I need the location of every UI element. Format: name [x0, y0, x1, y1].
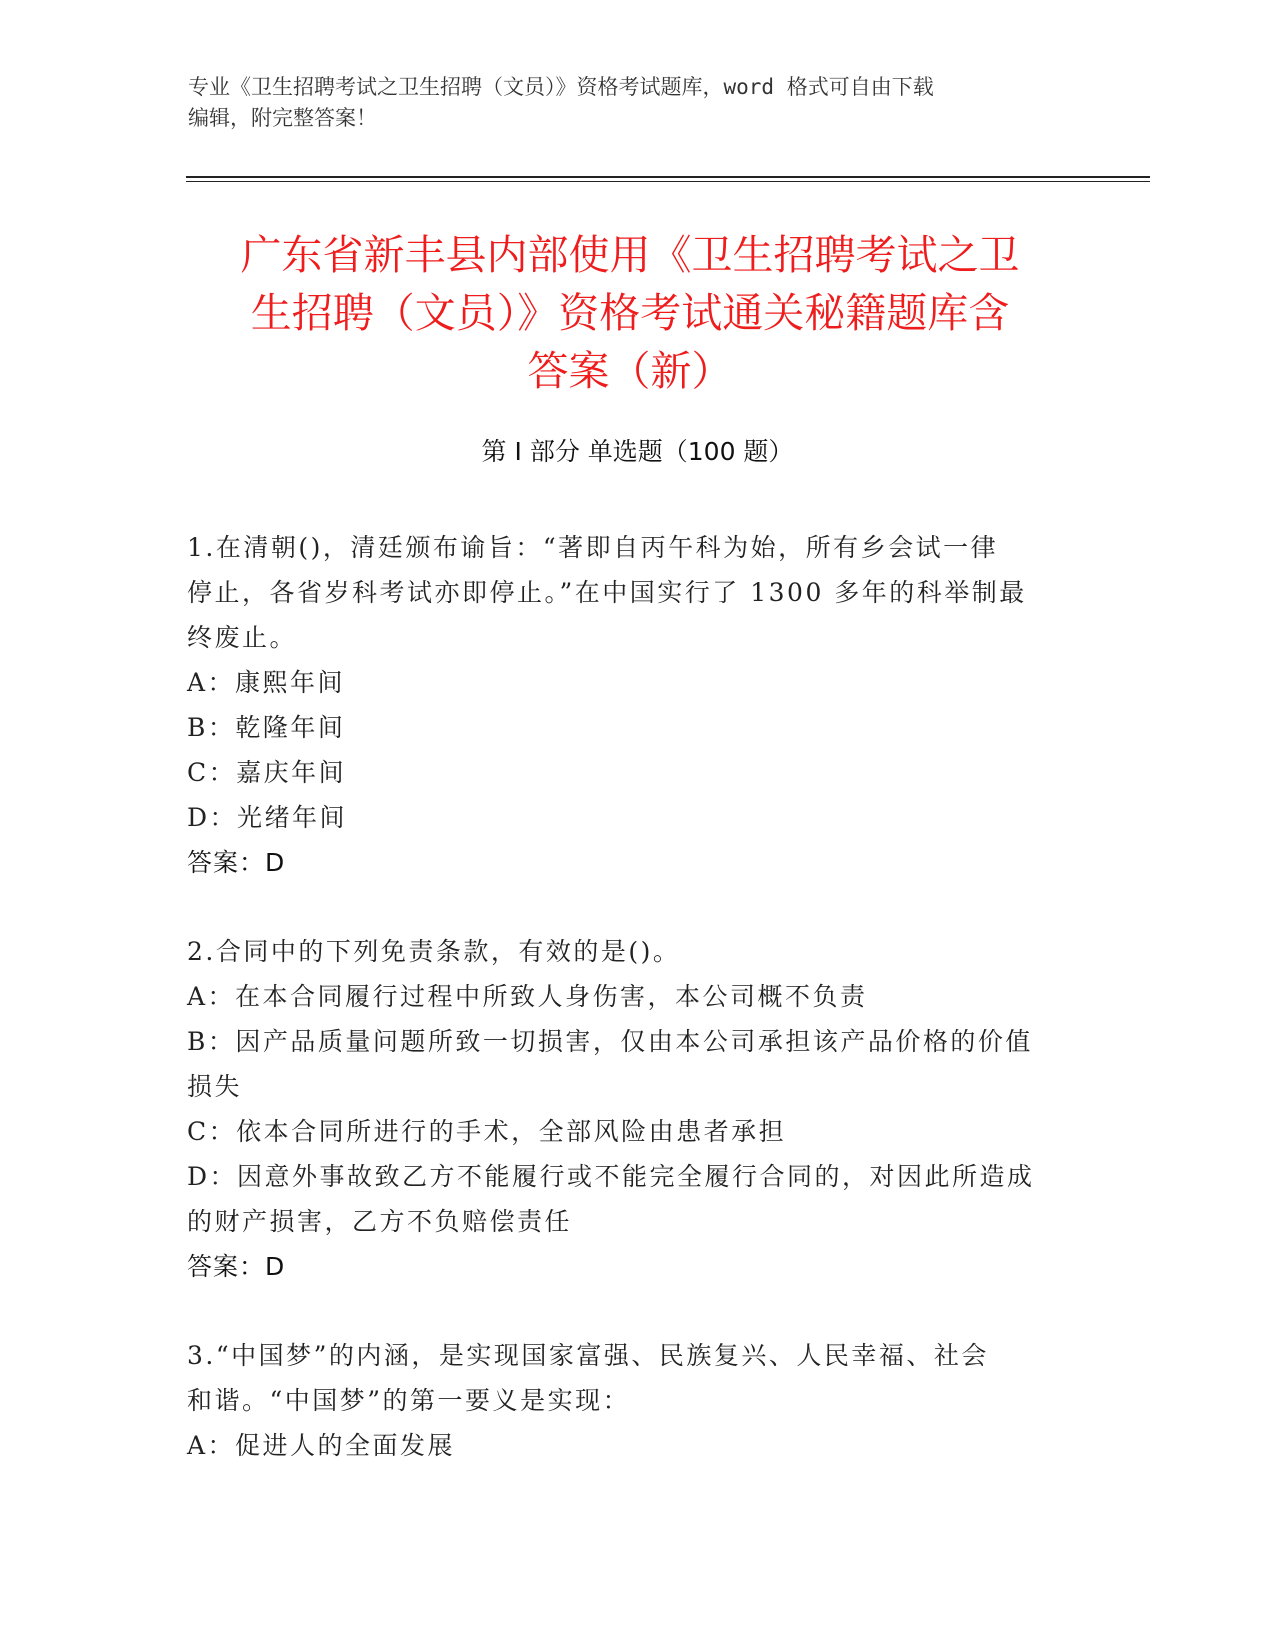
document-title-line: 广东省新丰县内部使用《卫生招聘考试之卫	[240, 231, 1020, 279]
option-b: B：因产品质量问题所致一切损害，仅由本公司承担该产品价格的价值	[187, 1027, 1033, 1056]
answer: 答案：D	[187, 848, 286, 877]
answer: 答案：D	[187, 1252, 286, 1281]
question-stem: 终废止。	[187, 623, 298, 652]
header-note-line: 专业《卫生招聘考试之卫生招聘（文员）》资格考试题库，word 格式可自由下载	[188, 75, 934, 99]
option-d: D：光绪年间	[187, 803, 348, 832]
option-a: A：康熙年间	[187, 668, 346, 697]
question-stem: 停止，各省岁科考试亦即停止。”在中国实行了 1300 多年的科举制最	[187, 578, 1027, 607]
option-a: A：在本合同履行过程中所致人身伤害，本公司概不负责	[187, 982, 868, 1011]
header-rule	[186, 181, 1150, 182]
section-title: 第 I 部分 单选题（100 题）	[481, 437, 794, 466]
option-d-continued: 的财产损害，乙方不负赔偿责任	[187, 1207, 573, 1236]
question-stem: 和谐。“中国梦”的第一要义是实现：	[187, 1386, 631, 1415]
option-d: D：因意外事故致乙方不能履行或不能完全履行合同的，对因此所造成	[187, 1162, 1035, 1191]
header-note-line: 编辑，附完整答案！	[188, 106, 377, 130]
question-stem: 2.合同中的下列免责条款，有效的是()。	[187, 937, 681, 966]
header-rule	[186, 176, 1150, 178]
header-note	[188, 72, 1068, 134]
option-c: C：嘉庆年间	[187, 758, 347, 787]
question-stem: 3.“中国梦”的内涵，是实现国家富强、民族复兴、人民幸福、社会	[187, 1341, 989, 1370]
document-title-line: 生招聘（文员）》资格考试通关秘籍题库含	[250, 289, 1010, 337]
document-title	[190, 226, 1070, 400]
question-2	[187, 929, 1067, 1289]
question-3	[187, 1333, 1067, 1468]
option-a: A：促进人的全面发展	[187, 1431, 456, 1460]
option-b-continued: 损失	[187, 1072, 243, 1101]
question-1	[187, 525, 1067, 885]
question-stem: 1.在清朝()，清廷颁布谕旨：“著即自丙午科为始，所有乡会试一律	[187, 533, 999, 562]
option-b: B：乾隆年间	[187, 713, 346, 742]
option-c: C：依本合同所进行的手术，全部风险由患者承担	[187, 1117, 787, 1146]
document-title-line: 答案（新）	[527, 347, 733, 395]
question-list	[187, 525, 1067, 1512]
